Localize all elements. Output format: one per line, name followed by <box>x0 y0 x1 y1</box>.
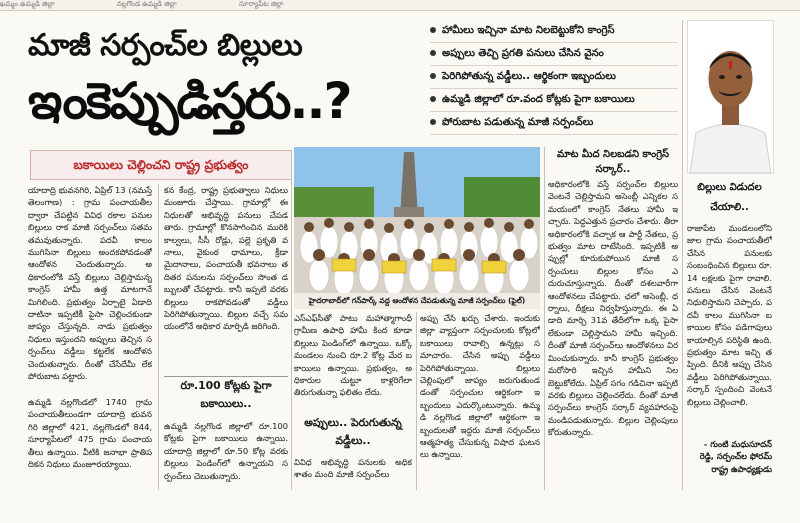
person-portrait-icon <box>688 21 773 173</box>
subsection-heading-debts: అప్పులు.. పెరుగుతున్న వడ్డీలు.. <box>304 416 402 447</box>
subheadline-banner: బకాయిలు చెల్లించని రాష్ట్ర ప్రభుత్వం <box>30 150 292 180</box>
portrait-photo <box>687 20 774 174</box>
bullet-dot-icon <box>430 73 436 79</box>
highlight-bullets <box>430 20 678 132</box>
quote-attribution: - గుంటి మధుసూదన్‌ రెడ్డి, సర్పంచ్‌ల ఫోరమ్‌ రాష్ట్ర ఉపాధ్యక్షుడు <box>699 439 772 474</box>
column-divider <box>682 20 683 490</box>
header-center: నల్లగొండ ఉమ్మడి జిల్లా <box>116 0 177 8</box>
headline-line2: ఇంకెప్పుడిస్తరు..? <box>28 72 351 130</box>
subsection-heading-arrears: రూ.100 కోట్లకు పైగా బకాయిలు.. <box>164 376 288 419</box>
bullet-item: పోరుబాట పడుతున్న మాజీ సర్పంచ్‌లు <box>430 112 678 135</box>
headline-line1: మాజీ సర్పంచ్‌ల బిల్లులు <box>28 28 303 63</box>
bullet-item: అప్పులు తెచ్చి ప్రగతి పనులు చేసిన వైనం <box>430 43 678 66</box>
article-column-3b: వివిధ అభివృద్ధి పనులకు అధిక శాతం మంది మాజీ సర్పంచ్‌లు <box>294 457 412 480</box>
bullet-item: హామీలు ఇచ్చినా మాట నిలబెట్టుకోని కాంగ్రెస్‌ <box>430 20 678 43</box>
bullet-item: ఉమ్మడి జిల్లాలో రూ.వంద కోట్లకు పైగా బకాయిలు <box>430 89 678 112</box>
article-column-5: అధికారంలోకి వస్తే సర్పంచ్‌ల బిల్లులు వెంటనే చెల్లిస్తామని అసెంబ్లీ ఎన్నికల సమయంలో కాంగ్రెస్‌ నేతలు హామీ ఇచ్చారు. పెద్దఎత్తున ప్రచారం చేశారు. తీరా అధికారంలోకి వచ్చాక ఆ పార్టీ నేతలు, ప్రభుత్వం మాట దాటేసింది. ఇప్పటికీ అప్పుల్లో కూరుకుపోయిన మాజీ సర్పంచులు బిల్లుల కోసం ఎదురుచూస్తున్నారు. దీంతో దశలవారీగా ఆందోళనలు చేపట్టారు. ఛలో అసెంబ్లీ, ధర్నాలు, దీక్షలు నిర్వహిస్తున్నారు. ఈ ఏడాది మార్చి 31వ తేదీలోగా ఒక్క పైసా లేకుండా చెల్లిస్తామని హామీ ఇచ్చింది. దీంతో మాజీ సర్పంచ్‌లు ఆందోళనలు విరమించుకున్నారు. కానీ కాంగ్రెస్‌ ప్రభుత్వం మరోసారి ఇచ్చిన హామీని నిలబెట్టుకోలేదు. ఏప్రిల్‌ సగం గడిచినా ఇప్పటి వరకు బిల్లులు చెల్లించలేదు. దీంతో మాజీ సర్పంచ్‌లు కాంగ్రెస్‌ సర్కార్‌ వ్యవహారంపై మండిపడుతున్నారు. బిల్లుల చెల్లింపులు కోరుతున్నారు. <box>548 179 678 438</box>
column-divider <box>291 150 292 490</box>
column-divider <box>544 147 545 490</box>
header-right: సూర్యాపేట జిల్లా <box>238 0 284 8</box>
protest-photo <box>294 147 540 293</box>
column-divider <box>416 312 417 490</box>
protest-crowd-icon <box>294 147 540 293</box>
article-column-3: ఎస్‌ఎఫ్‌సీతో పాటు మహాత్మాగాంధీ గ్రామీణ ఉపాధి హామీ కింద కూడా బిల్లులు పెండింగ్‌లో ఉన్నాయి. ఒక్కో మండలం నుంచి రూ.2 కోట్ల మేర బకాయిలు ఉన్నాయి. ప్రభుత్వం, అధికారుల చుట్టూ కాళ్లరిగేలా తిరుగుతున్నా ఫలితం లేదు. <box>294 313 412 398</box>
article-column-4: అప్పు చేసి ఖర్చు చేశారు. ఇందుకు జిల్లా వ్యాప్తంగా సర్పంచులకు కోట్లలో బకాయిలు రావాల్సి ఉన్నట్లు సమాచారం. చేసిన అప్పు వడ్డీలు పెరిగిపోతున్నాయి. బిల్లులు చెల్లింపులో జాప్యం జరుగుతుండడంతో సర్పంచుల ఆర్థికంగా ఇబ్బందులు ఎదుర్కొంటున్నారు. ఉమ్మడి నల్లగొండ జిల్లాలో ఆర్థికంగా ఇబ్బందులతో ఇద్దరు మాజీ సర్పంచ్‌లు ఆత్మహత్య చేసుకున్న విషాద ఘటనలు ఉన్నాయి. <box>420 313 540 460</box>
article-column-2: కన కేంద్ర, రాష్ట్ర ప్రభుత్వాలు నిధులు మంజూరు చేస్తాయి. గ్రామాల్లో ఈ నిధులతో అభివృద్ధి పనులు చేపడతారు. గ్రామాల్లో కొనసాగించిన మురికి కాల్వలు, సీసీ రోడ్లు, పల్లె ప్రకృతి వనాలు, వైకుంఠ ధామాలు, క్రీడా మైదానాలు, పంచాయతీ భవనాలు తదితర పనులను సర్పంచ్‌లు సొంత డబ్బులతో చేపట్టారు. కానీ ఇప్పటి వరకు బిల్లులు రాకపోవడంతో వడ్డీలు పెరిగిపోతున్నాయి. బిల్లుల వచ్చే సమయంలోనే అధికార మార్పిడి జరిగింది. <box>164 185 288 332</box>
bullet-dot-icon <box>430 50 436 56</box>
bullet-dot-icon <box>430 27 436 33</box>
header-left: ఖమ్మం ఉమ్మడి జిల్లా <box>0 0 55 8</box>
article-column-1b: ఉమ్మడి నల్లగొండలో 1740 గ్రామ పంచాయతీలుండగా యాదాద్రి భువనగిరి జిల్లాలో 421, నల్లగొండలో 844, సూర్యాపేటలో 475 గ్రామ పంచాయతీలు ఉన్నాయి. వీటికి జనాభా ప్రాతిపదికన నిధులు మంజూరయ్యాయి. <box>28 397 152 470</box>
article-column-2b: ఉమ్మడి నల్లగొండ జిల్లాలో రూ.100 కోట్లకు పైగా బకాయిలు ఉన్నాయి. యాదాద్రి జిల్లాలో రూ.50 కోట్ల వరకు బిల్లులు పెండింగ్‌లో ఉన్నాయని సర్పంచ్‌లు చెబుతున్నారు. <box>164 421 288 481</box>
bullet-dot-icon <box>430 119 436 125</box>
photo-caption: హైదరాబాద్‌లో గన్‌పార్క్‌ వద్ద ఆందోళన చేపడుతున్న మాజీ సర్పంచ్‌లు (ఫైల్‌) <box>294 293 540 309</box>
quote-heading-release-bills: బిల్లులు విడుదల చేయాలి.. <box>697 182 762 213</box>
bullet-item: పెరిగిపోతున్న వడ్డీలు.. ఆర్థికంగా ఇబ్బందులు <box>430 66 678 89</box>
article-column-1: యాదాద్రి భువనగిరి, ఏప్రిల్‌ 13 (నమస్తే తెలంగాణ) : గ్రామ పంచాయతీల ద్వారా చేపట్టిన వివిధ రకాల పనుల బిల్లులు రాక మాజీ సర్పంచ్‌లు సతమతమవుతున్నారు. పదవీ కాలం ముగిసినా బిల్లులు అందకపోవడంతో ఆందోళన చెందుతున్నారు. అధికారంలోకి వస్తే బిల్లులు చెల్లిస్తామన్న కాంగ్రెస్‌ హామీ ఉత్త మాటగానే మిగిలింది. ప్రభుత్వం ఏర్పాటై ఏడాది దాటినా ఇప్పటికీ పైసా చెల్లించకుండా జాప్యం చేస్తున్నది. నాడు ప్రభుత్వం నిధులు ఇస్తుందని అప్పులు తెచ్చిన సర్పంచ్‌లు వడ్డీలు కట్టలేక ఆందోళన చెందుతున్నారు. దీంతో చేసేదేమీ లేక పోరుబాట పట్టారు. <box>28 185 152 382</box>
subsection-heading-broken-promise: మాట మీద నిలబడని కాంగ్రెస్‌ సర్కార్‌.. <box>556 149 670 175</box>
page-header-strip <box>0 0 800 11</box>
quote-body: రాజాపేట మండలంలోని జాల గ్రామ పంచాయతీలో చేసిన పనులకు సంబంధించిన బిల్లులు రూ.14 లక్షలకు పైగా రావాలి. పనులు చేసిన వెంటనే నిధులిస్తామని చెప్పారు. పదవీ కాలం ముగిసినా బకాయిల కోసం పడిగాపులు కాయాల్సిన పరిస్థితి ఉంది. ప్రభుత్వం మాట ఇచ్చి తప్పింది. దీనికి అప్పు చేసిన వడ్డీలు పెరిగిపోతున్నాయి. సర్కార్‌ స్పందించి వెంటనే బిల్లులు చెల్లించాలి. <box>687 223 772 407</box>
bullet-dot-icon <box>430 96 436 102</box>
column-divider <box>158 184 159 490</box>
